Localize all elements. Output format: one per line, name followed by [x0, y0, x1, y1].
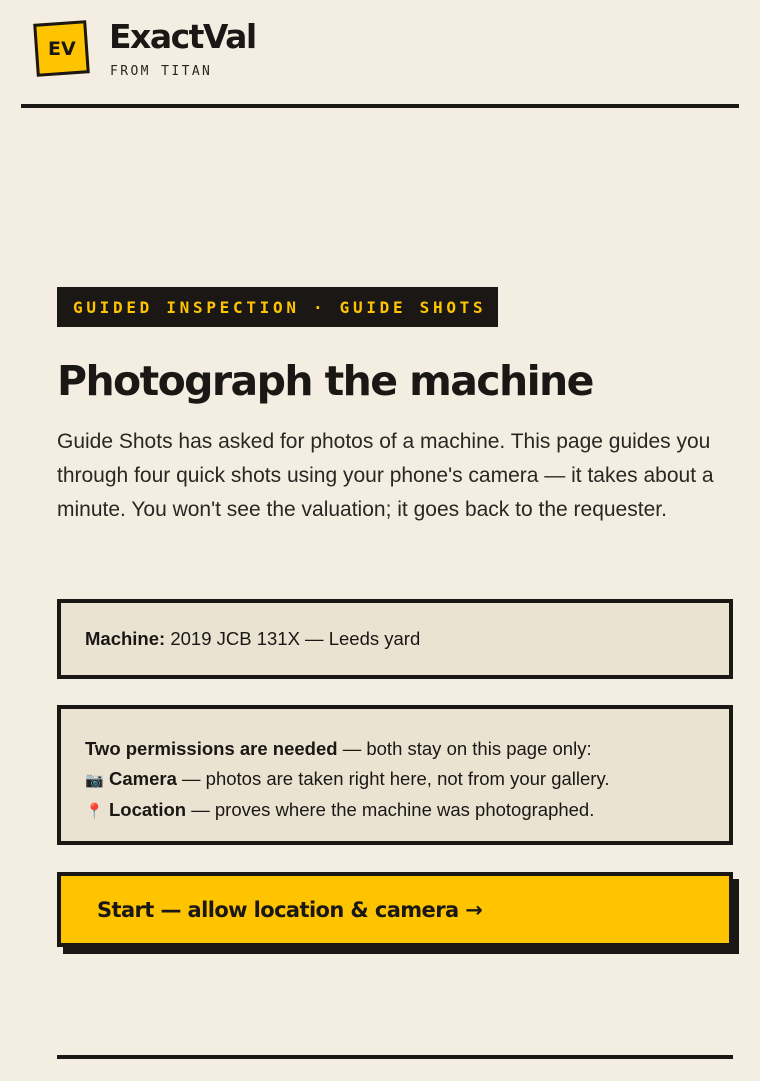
permissions-heading-line	[85, 734, 729, 764]
start-button[interactable]: Start — allow location & camera →	[57, 872, 733, 947]
machine-label: Machine:	[85, 628, 166, 649]
brand-name[interactable]: ExactVal	[109, 17, 256, 56]
permissions-heading-rest: — both stay on this page only:	[342, 738, 592, 759]
permission-item-camera	[85, 764, 729, 795]
camera-icon: 📷	[85, 771, 104, 789]
brand-subtitle: FROM TITAN	[110, 64, 213, 79]
permission-desc-location: — proves where the machine was photographed.	[191, 799, 595, 820]
permissions-card	[57, 705, 733, 845]
brand-logo-icon[interactable]	[33, 20, 90, 77]
machine-value: 2019 JCB 131X — Leeds yard	[170, 628, 421, 649]
permissions-heading: Two permissions are needed	[85, 738, 338, 759]
location-pin-icon: 📍	[85, 802, 104, 820]
eyebrow-badge: GUIDED INSPECTION · GUIDE SHOTS	[57, 287, 498, 327]
machine-card	[57, 599, 733, 679]
intro-text: Guide Shots has asked for photos of a machine. This page guides you through four quick shots using your phone's camera — it takes about a minute. You won't see the valuation; it goes back to the requester.	[57, 430, 714, 521]
permission-item-location	[85, 795, 729, 826]
brand-logo-mark: EV	[47, 37, 76, 60]
footer-divider	[57, 1055, 733, 1059]
page-title: Photograph the machine	[57, 357, 593, 405]
permission-name-camera: Camera	[109, 768, 177, 789]
permission-name-location: Location	[109, 799, 187, 820]
permission-desc-camera: — photos are taken right here, not from your gallery.	[182, 768, 610, 789]
